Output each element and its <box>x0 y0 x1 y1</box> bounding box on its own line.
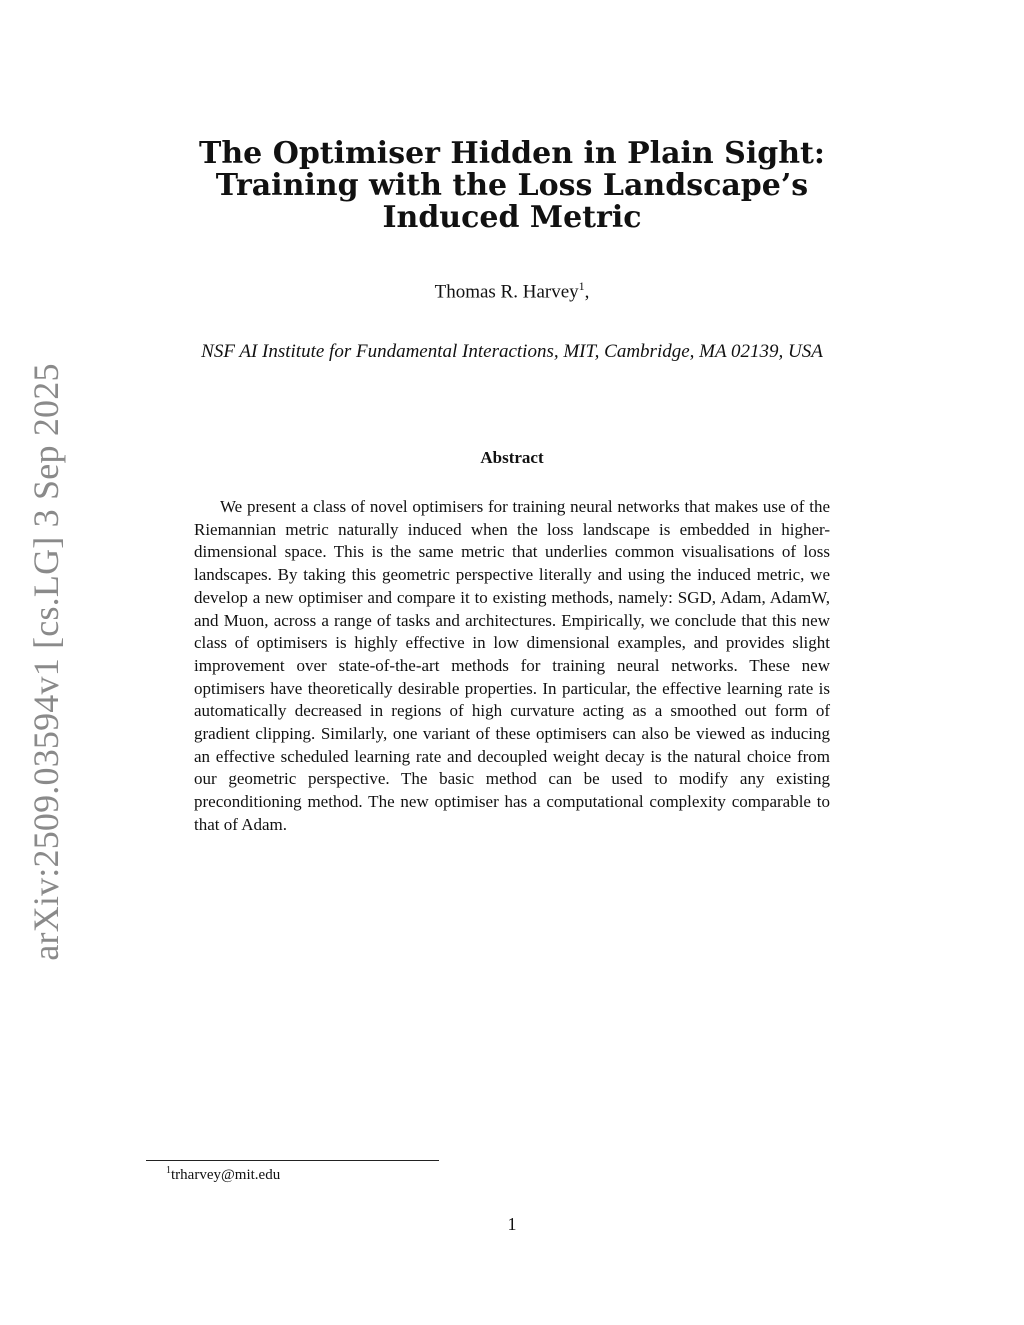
footnote-divider <box>146 1160 439 1161</box>
title-line-1: The Optimiser Hidden in Plain Sight: <box>199 136 825 171</box>
footnote-marker: 1 <box>166 1165 171 1176</box>
abstract-text: We present a class of novel optimisers for training neural networks that makes use of the Riemannian metric naturally induced when the loss landscape is embedded in higher-dimensional space. This is the same metric that underlies common visualisations of loss landscapes. By taking this geometric perspective literally and using the induced metric, we develop a new optimiser and compare it to existing methods, namely: SGD, Adam, AdamW, and Muon, across a range of tasks and architectures. Empirically, we conclude that this new class of optimisers is highly effective in low dimensional examples, and provides slight improvement over state-of-the-art methods for training neural networks. These new optimisers have theoretically desirable properties. In particular, the effective learning rate is automatically decreased in regions of high curvature acting as a smoothed out form of gradient clipping. Similarly, one variant of these optimisers can also be viewed as inducing an effective scheduled learning rate and decoupled weight decay is the natural choice from our geometric perspective. The basic method can be used to modify any existing preconditioning method. The new optimiser has a computational complexity comparable to that of Adam. <box>194 497 830 834</box>
arxiv-identifier: arXiv:2509.03594v1 [cs.LG] 3 Sep 2025 <box>26 363 66 961</box>
title-line-2: Training with the Loss Landscape’s <box>215 168 809 203</box>
title-line-3: Induced Metric <box>382 200 642 235</box>
author-name: Thomas R. Harvey <box>434 281 579 303</box>
abstract-heading: Abstract <box>480 448 544 467</box>
footnote-email: trharvey@mit.edu <box>171 1167 281 1183</box>
author-trailing-comma: , <box>584 281 590 303</box>
author-affiliation: NSF AI Institute for Fundamental Interactions, MIT, Cambridge, MA 02139, USA <box>201 341 823 362</box>
author-line <box>112 279 912 303</box>
paper-title <box>112 138 912 234</box>
author-footnote-marker: 1 <box>578 279 585 293</box>
page-number: 1 <box>507 1214 517 1234</box>
footnote <box>166 1165 280 1184</box>
